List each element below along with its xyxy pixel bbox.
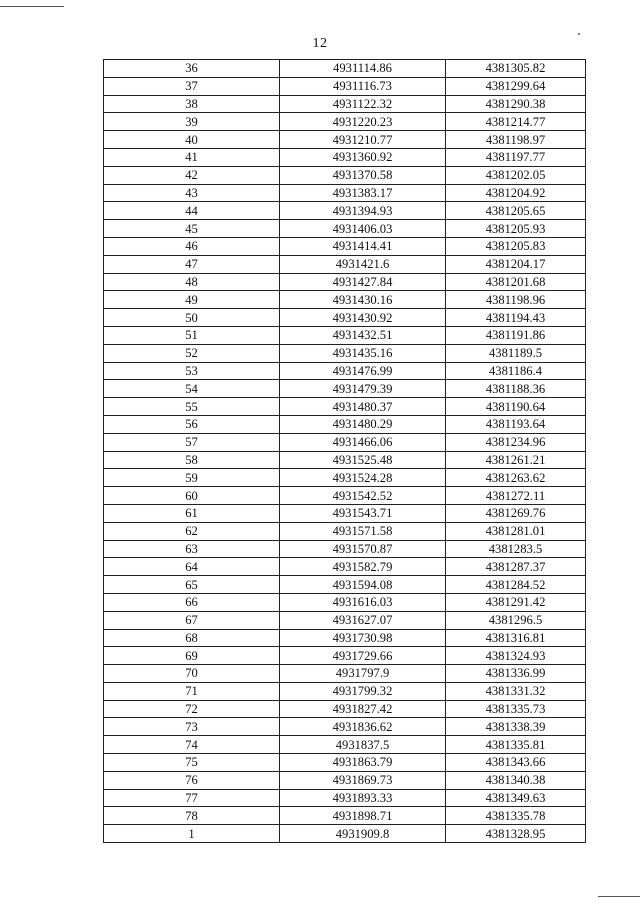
y-coordinate-cell: 4381194.43: [446, 309, 586, 327]
y-coordinate-cell: 4381269.76: [446, 504, 586, 522]
table-row: [104, 433, 586, 451]
table-row: [104, 451, 586, 469]
x-coordinate-cell: 4931122.32: [280, 95, 446, 113]
x-coordinate-cell: 4931729.66: [280, 647, 446, 665]
table-row: [104, 789, 586, 807]
table-row: [104, 113, 586, 131]
point-number-cell: 53: [104, 362, 280, 380]
coordinates-table-body: [104, 60, 586, 843]
x-coordinate-cell: 4931837.5: [280, 736, 446, 754]
table-row: [104, 380, 586, 398]
point-number-cell: 48: [104, 273, 280, 291]
y-coordinate-cell: 4381291.42: [446, 593, 586, 611]
table-row: [104, 291, 586, 309]
y-coordinate-cell: 4381205.65: [446, 202, 586, 220]
point-number-cell: 76: [104, 771, 280, 789]
point-number-cell: 46: [104, 237, 280, 255]
point-number-cell: 42: [104, 166, 280, 184]
point-number-cell: 64: [104, 558, 280, 576]
y-coordinate-cell: 4381340.38: [446, 771, 586, 789]
y-coordinate-cell: 4381201.68: [446, 273, 586, 291]
point-number-cell: 61: [104, 504, 280, 522]
point-number-cell: 59: [104, 469, 280, 487]
table-row: [104, 736, 586, 754]
x-coordinate-cell: 4931466.06: [280, 433, 446, 451]
table-row: [104, 718, 586, 736]
x-coordinate-cell: 4931797.9: [280, 665, 446, 683]
table-row: [104, 326, 586, 344]
x-coordinate-cell: 4931898.71: [280, 807, 446, 825]
table-row: [104, 148, 586, 166]
table-row: [104, 540, 586, 558]
point-number-cell: 74: [104, 736, 280, 754]
table-row: [104, 469, 586, 487]
point-number-cell: 60: [104, 487, 280, 505]
x-coordinate-cell: 4931476.99: [280, 362, 446, 380]
x-coordinate-cell: 4931480.29: [280, 415, 446, 433]
point-number-cell: 70: [104, 665, 280, 683]
x-coordinate-cell: 4931210.77: [280, 131, 446, 149]
x-coordinate-cell: 4931114.86: [280, 60, 446, 78]
table-row: [104, 487, 586, 505]
point-number-cell: 45: [104, 220, 280, 238]
x-coordinate-cell: 4931220.23: [280, 113, 446, 131]
x-coordinate-cell: 4931383.17: [280, 184, 446, 202]
table-row: [104, 309, 586, 327]
table-row: [104, 807, 586, 825]
y-coordinate-cell: 4381305.82: [446, 60, 586, 78]
x-coordinate-cell: 4931406.03: [280, 220, 446, 238]
x-coordinate-cell: 4931524.28: [280, 469, 446, 487]
point-number-cell: 39: [104, 113, 280, 131]
y-coordinate-cell: 4381191.86: [446, 326, 586, 344]
point-number-cell: 57: [104, 433, 280, 451]
table-row: [104, 611, 586, 629]
table-row: [104, 255, 586, 273]
table-row: [104, 504, 586, 522]
scan-edge-line: [598, 896, 640, 897]
y-coordinate-cell: 4381188.36: [446, 380, 586, 398]
y-coordinate-cell: 4381343.66: [446, 754, 586, 772]
point-number-cell: 47: [104, 255, 280, 273]
y-coordinate-cell: 4381193.64: [446, 415, 586, 433]
table-row: [104, 522, 586, 540]
point-number-cell: 67: [104, 611, 280, 629]
y-coordinate-cell: 4381299.64: [446, 77, 586, 95]
table-row: [104, 700, 586, 718]
table-row: [104, 273, 586, 291]
y-coordinate-cell: 4381335.78: [446, 807, 586, 825]
scan-edge-line: [0, 6, 64, 7]
table-row: [104, 576, 586, 594]
point-number-cell: 41: [104, 148, 280, 166]
x-coordinate-cell: 4931827.42: [280, 700, 446, 718]
y-coordinate-cell: 4381263.62: [446, 469, 586, 487]
point-number-cell: 1: [104, 825, 280, 843]
table-row: [104, 593, 586, 611]
y-coordinate-cell: 4381234.96: [446, 433, 586, 451]
point-number-cell: 69: [104, 647, 280, 665]
y-coordinate-cell: 4381198.96: [446, 291, 586, 309]
x-coordinate-cell: 4931360.92: [280, 148, 446, 166]
x-coordinate-cell: 4931893.33: [280, 789, 446, 807]
point-number-cell: 36: [104, 60, 280, 78]
x-coordinate-cell: 4931432.51: [280, 326, 446, 344]
y-coordinate-cell: 4381316.81: [446, 629, 586, 647]
x-coordinate-cell: 4931570.87: [280, 540, 446, 558]
x-coordinate-cell: 4931542.52: [280, 487, 446, 505]
table-row: [104, 95, 586, 113]
x-coordinate-cell: 4931594.08: [280, 576, 446, 594]
point-number-cell: 66: [104, 593, 280, 611]
x-coordinate-cell: 4931480.37: [280, 398, 446, 416]
y-coordinate-cell: 4381205.93: [446, 220, 586, 238]
table-row: [104, 166, 586, 184]
x-coordinate-cell: 4931730.98: [280, 629, 446, 647]
x-coordinate-cell: 4931799.32: [280, 682, 446, 700]
point-number-cell: 75: [104, 754, 280, 772]
x-coordinate-cell: 4931421.6: [280, 255, 446, 273]
point-number-cell: 62: [104, 522, 280, 540]
point-number-cell: 77: [104, 789, 280, 807]
table-row: [104, 558, 586, 576]
y-coordinate-cell: 4381197.77: [446, 148, 586, 166]
y-coordinate-cell: 4381186.4: [446, 362, 586, 380]
point-number-cell: 72: [104, 700, 280, 718]
point-number-cell: 38: [104, 95, 280, 113]
y-coordinate-cell: 4381204.92: [446, 184, 586, 202]
point-number-cell: 63: [104, 540, 280, 558]
table-row: [104, 60, 586, 78]
y-coordinate-cell: 4381284.52: [446, 576, 586, 594]
y-coordinate-cell: 4381214.77: [446, 113, 586, 131]
x-coordinate-cell: 4931525.48: [280, 451, 446, 469]
x-coordinate-cell: 4931863.79: [280, 754, 446, 772]
x-coordinate-cell: 4931616.03: [280, 593, 446, 611]
table-row: [104, 629, 586, 647]
table-row: [104, 825, 586, 843]
x-coordinate-cell: 4931836.62: [280, 718, 446, 736]
table-row: [104, 415, 586, 433]
point-number-cell: 49: [104, 291, 280, 309]
table-row: [104, 131, 586, 149]
table-row: [104, 665, 586, 683]
x-coordinate-cell: 4931116.73: [280, 77, 446, 95]
x-coordinate-cell: 4931869.73: [280, 771, 446, 789]
y-coordinate-cell: 4381290.38: [446, 95, 586, 113]
x-coordinate-cell: 4931627.07: [280, 611, 446, 629]
table-row: [104, 362, 586, 380]
y-coordinate-cell: 4381190.64: [446, 398, 586, 416]
point-number-cell: 58: [104, 451, 280, 469]
coordinates-table: [103, 59, 586, 843]
y-coordinate-cell: 4381272.11: [446, 487, 586, 505]
table-row: [104, 220, 586, 238]
table-row: [104, 647, 586, 665]
point-number-cell: 55: [104, 398, 280, 416]
x-coordinate-cell: 4931427.84: [280, 273, 446, 291]
y-coordinate-cell: 4381205.83: [446, 237, 586, 255]
page-number: 12: [312, 36, 328, 51]
point-number-cell: 52: [104, 344, 280, 362]
x-coordinate-cell: 4931370.58: [280, 166, 446, 184]
table-row: [104, 771, 586, 789]
y-coordinate-cell: 4381338.39: [446, 718, 586, 736]
point-number-cell: 78: [104, 807, 280, 825]
x-coordinate-cell: 4931909.8: [280, 825, 446, 843]
y-coordinate-cell: 4381335.81: [446, 736, 586, 754]
table-row: [104, 682, 586, 700]
table-row: [104, 202, 586, 220]
point-number-cell: 56: [104, 415, 280, 433]
point-number-cell: 68: [104, 629, 280, 647]
y-coordinate-cell: 4381261.21: [446, 451, 586, 469]
x-coordinate-cell: 4931543.71: [280, 504, 446, 522]
table-row: [104, 77, 586, 95]
point-number-cell: 73: [104, 718, 280, 736]
y-coordinate-cell: 4381331.32: [446, 682, 586, 700]
x-coordinate-cell: 4931430.92: [280, 309, 446, 327]
y-coordinate-cell: 4381336.99: [446, 665, 586, 683]
y-coordinate-cell: 4381296.5: [446, 611, 586, 629]
point-number-cell: 40: [104, 131, 280, 149]
table-row: [104, 344, 586, 362]
x-coordinate-cell: 4931394.93: [280, 202, 446, 220]
point-number-cell: 44: [104, 202, 280, 220]
scan-dot: [578, 33, 580, 35]
y-coordinate-cell: 4381202.05: [446, 166, 586, 184]
table-row: [104, 184, 586, 202]
y-coordinate-cell: 4381198.97: [446, 131, 586, 149]
y-coordinate-cell: 4381324.93: [446, 647, 586, 665]
table-row: [104, 237, 586, 255]
point-number-cell: 51: [104, 326, 280, 344]
point-number-cell: 50: [104, 309, 280, 327]
x-coordinate-cell: 4931414.41: [280, 237, 446, 255]
y-coordinate-cell: 4381349.63: [446, 789, 586, 807]
y-coordinate-cell: 4381283.5: [446, 540, 586, 558]
y-coordinate-cell: 4381328.95: [446, 825, 586, 843]
x-coordinate-cell: 4931582.79: [280, 558, 446, 576]
x-coordinate-cell: 4931435.16: [280, 344, 446, 362]
table-row: [104, 398, 586, 416]
x-coordinate-cell: 4931430.16: [280, 291, 446, 309]
y-coordinate-cell: 4381335.73: [446, 700, 586, 718]
y-coordinate-cell: 4381204.17: [446, 255, 586, 273]
table-row: [104, 754, 586, 772]
point-number-cell: 65: [104, 576, 280, 594]
y-coordinate-cell: 4381287.37: [446, 558, 586, 576]
point-number-cell: 37: [104, 77, 280, 95]
point-number-cell: 71: [104, 682, 280, 700]
x-coordinate-cell: 4931571.58: [280, 522, 446, 540]
y-coordinate-cell: 4381281.01: [446, 522, 586, 540]
x-coordinate-cell: 4931479.39: [280, 380, 446, 398]
y-coordinate-cell: 4381189.5: [446, 344, 586, 362]
point-number-cell: 54: [104, 380, 280, 398]
point-number-cell: 43: [104, 184, 280, 202]
